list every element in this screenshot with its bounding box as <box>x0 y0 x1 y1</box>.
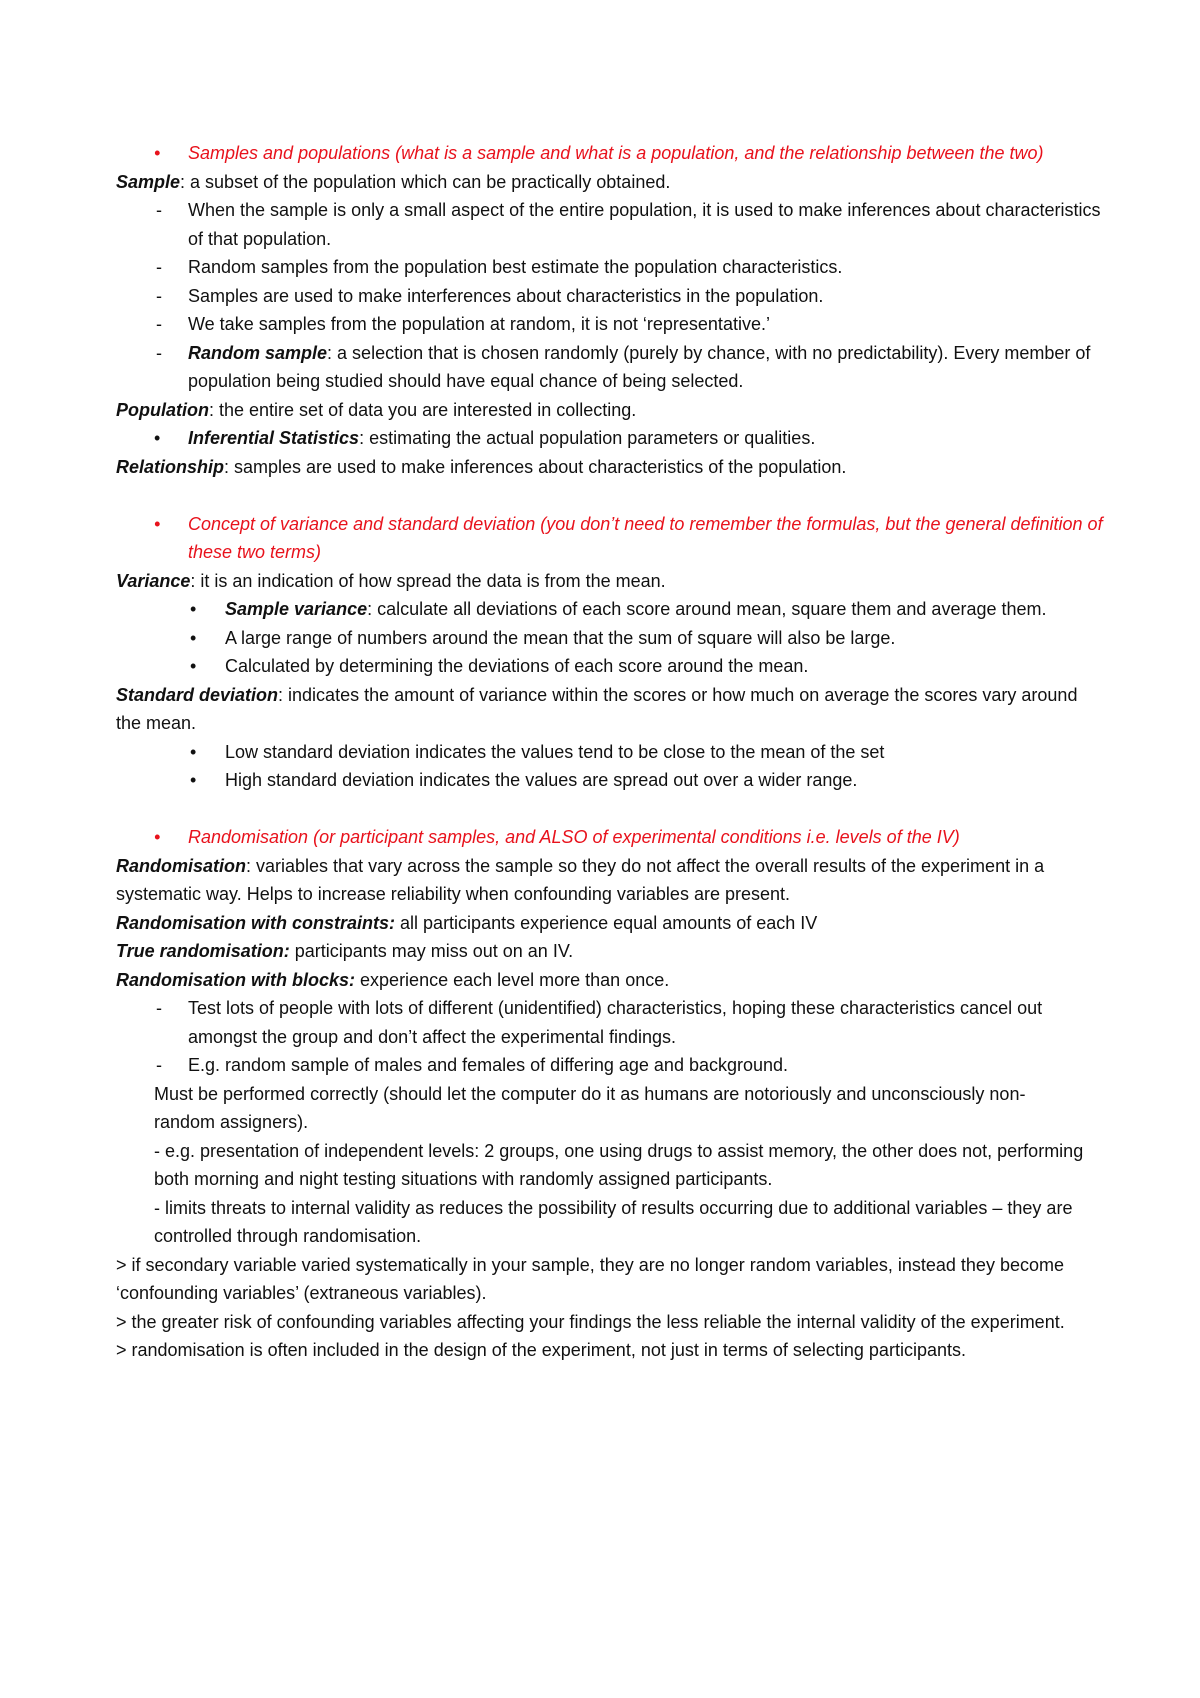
def-standard-deviation: : indicates the amount of variance within the scores or how much on average the scores vary around the mean. <box>116 684 1078 733</box>
definition-random-sample <box>116 339 1118 396</box>
definition-population <box>116 396 1116 425</box>
term-standard-deviation: Standard deviation <box>116 684 279 705</box>
term-inferential: Inferential Statistics <box>188 428 360 448</box>
paragraph: > randomisation is often included in the design of the experiment, not just in terms of selecting participants. <box>116 1340 966 1360</box>
definition-sample-variance <box>116 595 1105 624</box>
list-item: - E.g. random sample of males and females of differing age and background. <box>116 1051 1116 1080</box>
definition-inferential <box>116 424 1116 453</box>
def-inferential: : estimating the actual population parameters or qualities. <box>359 428 816 448</box>
def-sample: : a subset of the population which can be practically obtained. <box>180 171 671 192</box>
paragraph: > if secondary variable varied systematically in your sample, they are no longer random variables, instead they become ‘confounding variables’ (extraneous variables). <box>116 1254 1064 1303</box>
term-relationship: Relationship <box>116 456 225 477</box>
def-sample-variance: : calculate all deviations of each score around mean, square them and average them. <box>367 599 1047 619</box>
definition-randomisation-constraints <box>116 909 1116 938</box>
definition-sample <box>116 168 1116 197</box>
term-variance: Variance <box>116 570 191 591</box>
section-heading-samples: • Samples and populations (what is a sample and what is a population, and the relationship between the two) <box>116 139 1088 168</box>
list-item: - We take samples from the population at random, it is not ‘representative.’ <box>116 310 1116 339</box>
paragraph: - e.g. presentation of independent levels: 2 groups, one using drugs to assist memory, the other does not, performing both morning and night testing situations with randomly assigned participants. <box>154 1140 1084 1189</box>
term-randomisation-constraints: Randomisation with constraints: <box>116 912 396 933</box>
definition-relationship <box>116 453 1116 482</box>
def-true-randomisation: participants may miss out on an IV. <box>289 941 574 961</box>
def-random-sample: : a selection that is chosen randomly (purely by chance, with no predictability). Every member of population being studied should have equal chance of being selected. <box>188 342 1091 391</box>
paragraph: > the greater risk of confounding variables affecting your findings the less reliable the internal validity of the experiment. <box>116 1311 1065 1332</box>
section-heading-variance: • Concept of variance and standard deviation (you don’t need to remember the formulas, but the general definition of these two terms) <box>116 510 1118 567</box>
term-randomisation: Randomisation <box>116 855 247 876</box>
list-item: - Samples are used to make interferences about characteristics in the population. <box>116 282 1116 311</box>
spacer <box>116 481 1116 510</box>
term-random-sample: Random sample <box>188 342 328 363</box>
definition-true-randomisation <box>116 937 1116 966</box>
list-item: • High standard deviation indicates the values are spread out over a wider range. <box>116 766 1116 795</box>
list-item: - Test lots of people with lots of different (unidentified) characteristics, hoping these characteristics cancel out amongst the group and don’t affect the experimental findings. <box>116 994 1078 1051</box>
definition-variance <box>116 567 1116 596</box>
paragraph: Must be performed correctly (should let the computer do it as humans are notoriously and unconsciously non-random assigners). <box>154 1083 1026 1132</box>
definition-standard-deviation <box>116 681 1106 738</box>
term-true-randomisation: True randomisation: <box>116 941 290 961</box>
notes-content <box>116 139 1116 1365</box>
term-randomisation-blocks: Randomisation with blocks: <box>116 969 356 990</box>
def-randomisation: : variables that vary across the sample so they do not affect the overall results of the experiment in a systematic way. Helps to increase reliability when confounding variables are present. <box>116 855 1045 904</box>
list-item: - Random samples from the population best estimate the population characteristics. <box>116 253 1116 282</box>
list-item: • Calculated by determining the deviations of each score around the mean. <box>116 652 1116 681</box>
paragraph: - limits threats to internal validity as reduces the possibility of results occurring due to additional variables – they are controlled through randomisation. <box>154 1197 1073 1246</box>
list-item: • A large range of numbers around the mean that the sum of square will also be large. <box>116 624 1116 653</box>
definition-randomisation <box>116 852 1106 909</box>
def-randomisation-constraints: all participants experience equal amounts of each IV <box>395 912 818 933</box>
term-sample-variance: Sample variance <box>225 599 368 619</box>
term-population: Population <box>116 399 209 420</box>
def-relationship: : samples are used to make inferences about characteristics of the population. <box>224 456 847 477</box>
list-item: - When the sample is only a small aspect of the entire population, it is used to make inferences about characteristics of that population. <box>116 196 1108 253</box>
term-sample: Sample <box>116 171 181 192</box>
def-variance: : it is an indication of how spread the data is from the mean. <box>190 570 666 591</box>
def-population: : the entire set of data you are interested in collecting. <box>209 399 637 420</box>
section-heading-randomisation: • Randomisation (or participant samples, and ALSO of experimental conditions i.e. levels of the IV) <box>116 823 1098 852</box>
spacer <box>116 795 1116 824</box>
definition-randomisation-blocks <box>116 966 1116 995</box>
def-randomisation-blocks: experience each level more than once. <box>355 969 670 990</box>
list-item: • Low standard deviation indicates the values tend to be close to the mean of the set <box>116 738 1116 767</box>
